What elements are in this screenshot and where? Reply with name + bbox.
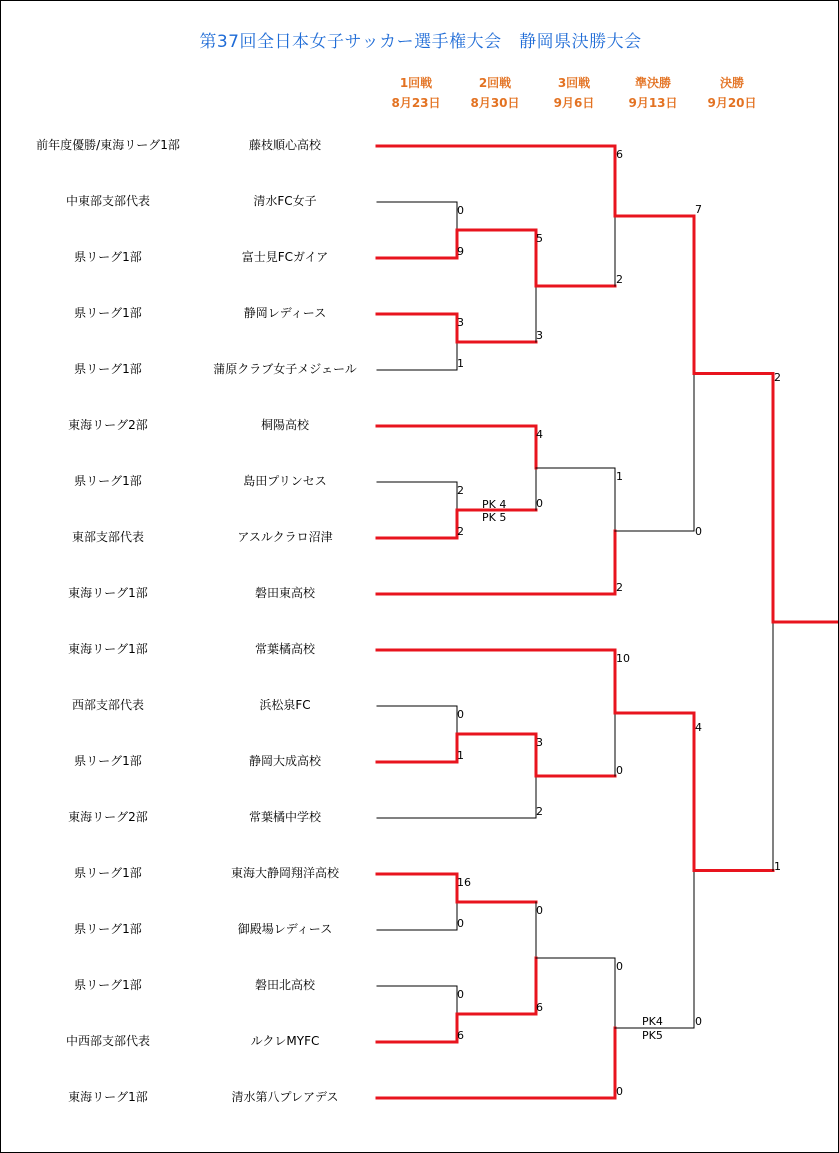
pk-label: PK5 [642,1029,663,1042]
score-label: 3 [536,736,543,749]
entry-team: ルクレMYFC [250,1034,320,1048]
score-label: 2 [457,525,464,538]
score-label: 9 [457,245,464,258]
entry-team: 磐田東高校 [254,586,315,600]
entry-team: 静岡大成高校 [248,754,321,768]
round-name: 2回戦 [478,76,512,90]
score-label: 6 [616,148,623,161]
entry-team: 磐田北高校 [254,978,315,992]
score-label: 0 [536,904,543,917]
round-date: 9月13日 [628,96,678,110]
score-label: 0 [695,1015,702,1028]
round-date: 8月30日 [470,96,520,110]
round-name: 3回戦 [557,76,591,90]
entry-affiliation: 県リーグ1部 [74,250,142,264]
entry-affiliation: 県リーグ1部 [74,866,142,880]
pk-label: PK 5 [482,511,507,524]
score-label: 2 [774,371,781,384]
entry-affiliation: 東海リーグ1部 [68,586,148,600]
score-label: 0 [616,1085,623,1098]
entry-affiliation: 県リーグ1部 [74,754,142,768]
entry-team: 常葉橘中学校 [248,810,321,824]
pk-label: PK 4 [482,498,507,511]
score-label: 0 [457,204,464,217]
round-date: 9月6日 [553,96,595,110]
entry-affiliation: 県リーグ1部 [74,978,142,992]
score-label: 0 [695,525,702,538]
round-name: 準決勝 [634,76,671,90]
score-label: 4 [536,428,543,441]
entry-team: 清水FC女子 [253,194,317,208]
entry-affiliation: 県リーグ1部 [74,306,142,320]
score-label: 16 [457,876,471,889]
entry-team: 静岡レディース [243,306,327,320]
entry-affiliation: 東海リーグ2部 [68,418,148,432]
score-label: 7 [695,203,702,216]
pk-label: PK4 [642,1015,663,1028]
score-label: 6 [536,1001,543,1014]
entry-affiliation: 県リーグ1部 [74,362,142,376]
score-label: 0 [536,497,543,510]
round-name: 決勝 [719,76,744,90]
entry-team: 常葉橘高校 [254,642,315,656]
round-date: 9月20日 [707,96,757,110]
round-date: 8月23日 [391,96,441,110]
score-label: 2 [536,805,543,818]
entry-affiliation: 東部支部代表 [71,530,144,544]
entry-affiliation: 県リーグ1部 [74,922,142,936]
bracket-lines [1,1,838,1152]
score-label: 1 [457,357,464,370]
score-label: 2 [616,273,623,286]
score-label: 5 [536,232,543,245]
entry-affiliation: 中西部支部代表 [65,1034,150,1048]
score-label: 1 [457,749,464,762]
score-label: 3 [457,316,464,329]
entry-team: 浜松泉FC [259,698,311,712]
score-label: 2 [616,581,623,594]
entry-team: 御殿場レディース [237,922,333,936]
entry-affiliation: 前年度優勝/東海リーグ1部 [36,138,180,152]
entry-team: アスルクラロ沼津 [237,530,333,544]
score-label: 4 [695,721,702,734]
entry-team: 清水第八プレアデス [231,1090,339,1104]
score-label: 1 [774,860,781,873]
score-label: 10 [616,652,630,665]
entry-team: 富士見FCガイア [241,250,329,264]
score-label: 1 [616,470,623,483]
score-label: 3 [536,329,543,342]
page-title: 第37回全日本女子サッカー選手権大会 静岡県決勝大会 [199,32,642,52]
score-label: 0 [457,917,464,930]
entry-affiliation: 中東部支部代表 [65,194,150,208]
entry-team: 藤枝順心高校 [248,138,321,152]
entry-team: 桐陽高校 [260,418,309,432]
entry-affiliation: 東海リーグ1部 [68,642,148,656]
entry-affiliation: 県リーグ1部 [74,474,142,488]
entry-affiliation: 東海リーグ2部 [68,810,148,824]
entry-affiliation: 西部支部代表 [71,698,144,712]
round-name: 1回戦 [399,76,433,90]
entry-team: 島田プリンセス [243,474,327,488]
score-label: 0 [616,960,623,973]
score-label: 6 [457,1029,464,1042]
score-label: 0 [616,764,623,777]
score-label: 0 [457,988,464,1001]
score-label: 0 [457,708,464,721]
entry-team: 東海大静岡翔洋高校 [230,866,339,880]
entry-team: 蒲原クラブ女子メジェール [213,362,357,376]
score-label: 2 [457,484,464,497]
entry-affiliation: 東海リーグ1部 [68,1090,148,1104]
